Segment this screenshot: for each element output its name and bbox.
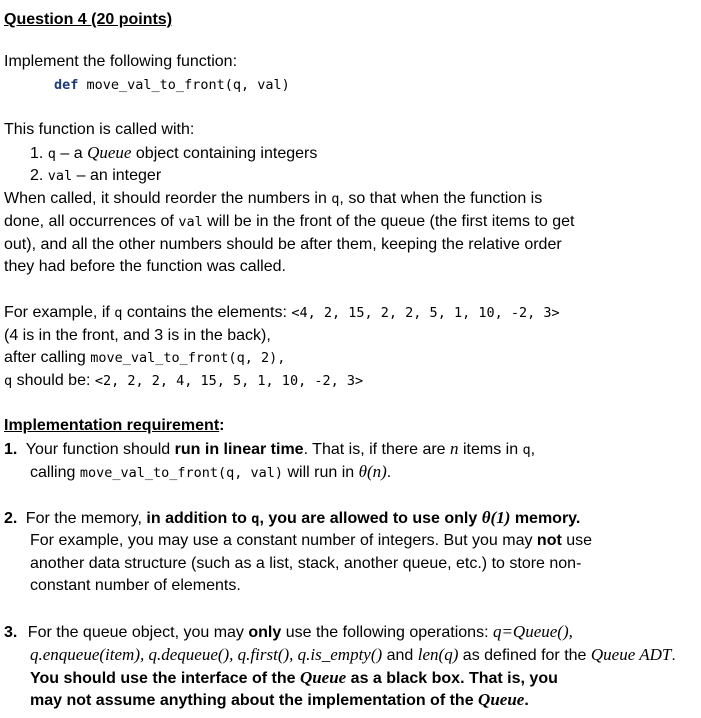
req3-line-4 bbox=[30, 690, 529, 711]
math-theta-n: θ(n) bbox=[358, 462, 387, 481]
req2-line-4: constant number of elements. bbox=[30, 577, 241, 594]
text: When called, it should reorder the numbers in bbox=[4, 190, 332, 207]
math-adt: Queue ADT bbox=[590, 645, 672, 664]
req2-line-2 bbox=[30, 531, 592, 551]
text: items in bbox=[458, 441, 523, 458]
bold-text: , you are allowed to use only bbox=[259, 510, 482, 527]
text: should be: bbox=[12, 372, 95, 389]
impl-heading bbox=[4, 416, 224, 436]
example-line-1 bbox=[4, 303, 560, 323]
text: use the following operations: bbox=[281, 624, 493, 641]
param-item-val bbox=[30, 166, 161, 186]
text: use bbox=[561, 532, 593, 549]
text: , so that when the function is bbox=[339, 190, 543, 207]
param-dash: – a bbox=[55, 145, 88, 162]
text: For example, if bbox=[4, 304, 115, 321]
function-signature bbox=[54, 75, 290, 95]
bold-text: . bbox=[524, 692, 529, 709]
text: Your function should bbox=[25, 441, 175, 458]
desc-line-1 bbox=[4, 189, 542, 209]
param-dash: – an integer bbox=[72, 167, 162, 184]
code-queue-before: <4, 2, 15, 2, 2, 5, 1, 10, -2, 3> bbox=[291, 305, 560, 321]
bold-text: only bbox=[248, 624, 282, 641]
desc-line-3: out), and all the other numbers should be after them, keeping the relative order bbox=[4, 236, 562, 253]
code-q: q bbox=[522, 442, 531, 458]
math-ops: q=Queue(), bbox=[492, 622, 573, 641]
req1-line-1 bbox=[4, 439, 535, 460]
bold-text: not bbox=[536, 532, 562, 549]
math-queue: Queue bbox=[478, 690, 525, 709]
math-ops: q.enqueue(item), q.dequeue(), q.first(), q.is_empty() bbox=[30, 645, 383, 664]
code-queue-after: <2, 2, 2, 4, 15, 5, 1, 10, -2, 3> bbox=[94, 373, 364, 389]
req3-line-2 bbox=[30, 645, 676, 666]
desc-line-2 bbox=[4, 212, 574, 232]
req2-line-1 bbox=[4, 508, 580, 529]
code-val: val bbox=[178, 214, 203, 230]
text: . bbox=[671, 647, 676, 664]
math-queue: Queue bbox=[299, 668, 347, 687]
req1-line-2 bbox=[30, 462, 391, 483]
bold-text: as a black box. That is, you bbox=[346, 670, 558, 687]
text: as defined for the bbox=[458, 647, 591, 664]
intro-text: Implement the following function: bbox=[4, 53, 238, 70]
math-len: len(q) bbox=[417, 645, 459, 664]
req3-line-3 bbox=[30, 668, 558, 689]
list-number: 1. bbox=[4, 441, 18, 458]
text: contains the elements: bbox=[122, 304, 292, 321]
text: calling bbox=[30, 464, 80, 481]
signature-rest: move_val_to_front(q, val) bbox=[86, 77, 290, 93]
text: . That is, if there are bbox=[303, 441, 451, 458]
text: For the memory, bbox=[25, 510, 147, 527]
example-line-3 bbox=[4, 348, 285, 368]
code-q: q bbox=[114, 305, 123, 321]
list-number: 2. bbox=[4, 510, 18, 527]
text: after calling bbox=[4, 349, 91, 366]
question-title: Question 4 (20 points) bbox=[4, 11, 173, 28]
def-keyword: def bbox=[54, 77, 79, 93]
param-name: q bbox=[47, 146, 56, 162]
bold-text: You should use the interface of the bbox=[30, 670, 300, 687]
bold-text: in addition to bbox=[146, 510, 252, 527]
called-with-text: This function is called with: bbox=[4, 121, 195, 138]
example-line-4 bbox=[4, 371, 363, 391]
text: For example, you may use a constant number of integers. But you may bbox=[30, 532, 537, 549]
req2-line-3: another data structure (such as a list, stack, another queue, etc.) to store non- bbox=[30, 555, 582, 572]
list-number: 1. bbox=[30, 145, 44, 162]
code-call: move_val_to_front(q, 2), bbox=[90, 350, 286, 366]
colon: : bbox=[219, 417, 225, 434]
code-q: q bbox=[331, 191, 340, 207]
code-call: move_val_to_front(q, val) bbox=[79, 465, 284, 481]
desc-line-4: they had before the function was called. bbox=[4, 258, 286, 275]
bold-text: memory. bbox=[510, 510, 581, 527]
impl-heading-text: Implementation requirement bbox=[4, 417, 220, 434]
param-item-q bbox=[30, 143, 317, 164]
text: and bbox=[382, 647, 418, 664]
math-theta-1: θ(1) bbox=[481, 508, 511, 527]
bold-text: run in linear time bbox=[174, 441, 304, 458]
list-number: 2. bbox=[30, 167, 44, 184]
code-q: q bbox=[4, 373, 13, 389]
text: will run in bbox=[283, 464, 359, 481]
text: For the queue object, you may bbox=[27, 624, 249, 641]
text: . bbox=[386, 464, 392, 481]
example-line-2: (4 is in the front, and 3 is in the back), bbox=[4, 327, 271, 344]
code-q: q bbox=[251, 511, 260, 527]
param-type: Queue bbox=[87, 143, 132, 162]
list-number: 3. bbox=[4, 624, 18, 641]
param-desc: object containing integers bbox=[131, 145, 318, 162]
math-n: n bbox=[450, 439, 459, 458]
bold-text: may not assume anything about the implementation of the bbox=[30, 692, 479, 709]
text: will be in the front of the queue (the first items to get bbox=[202, 213, 575, 230]
req3-line-1 bbox=[4, 622, 573, 643]
text: , bbox=[530, 441, 536, 458]
text: done, all occurrences of bbox=[4, 213, 179, 230]
param-name: val bbox=[47, 168, 73, 184]
